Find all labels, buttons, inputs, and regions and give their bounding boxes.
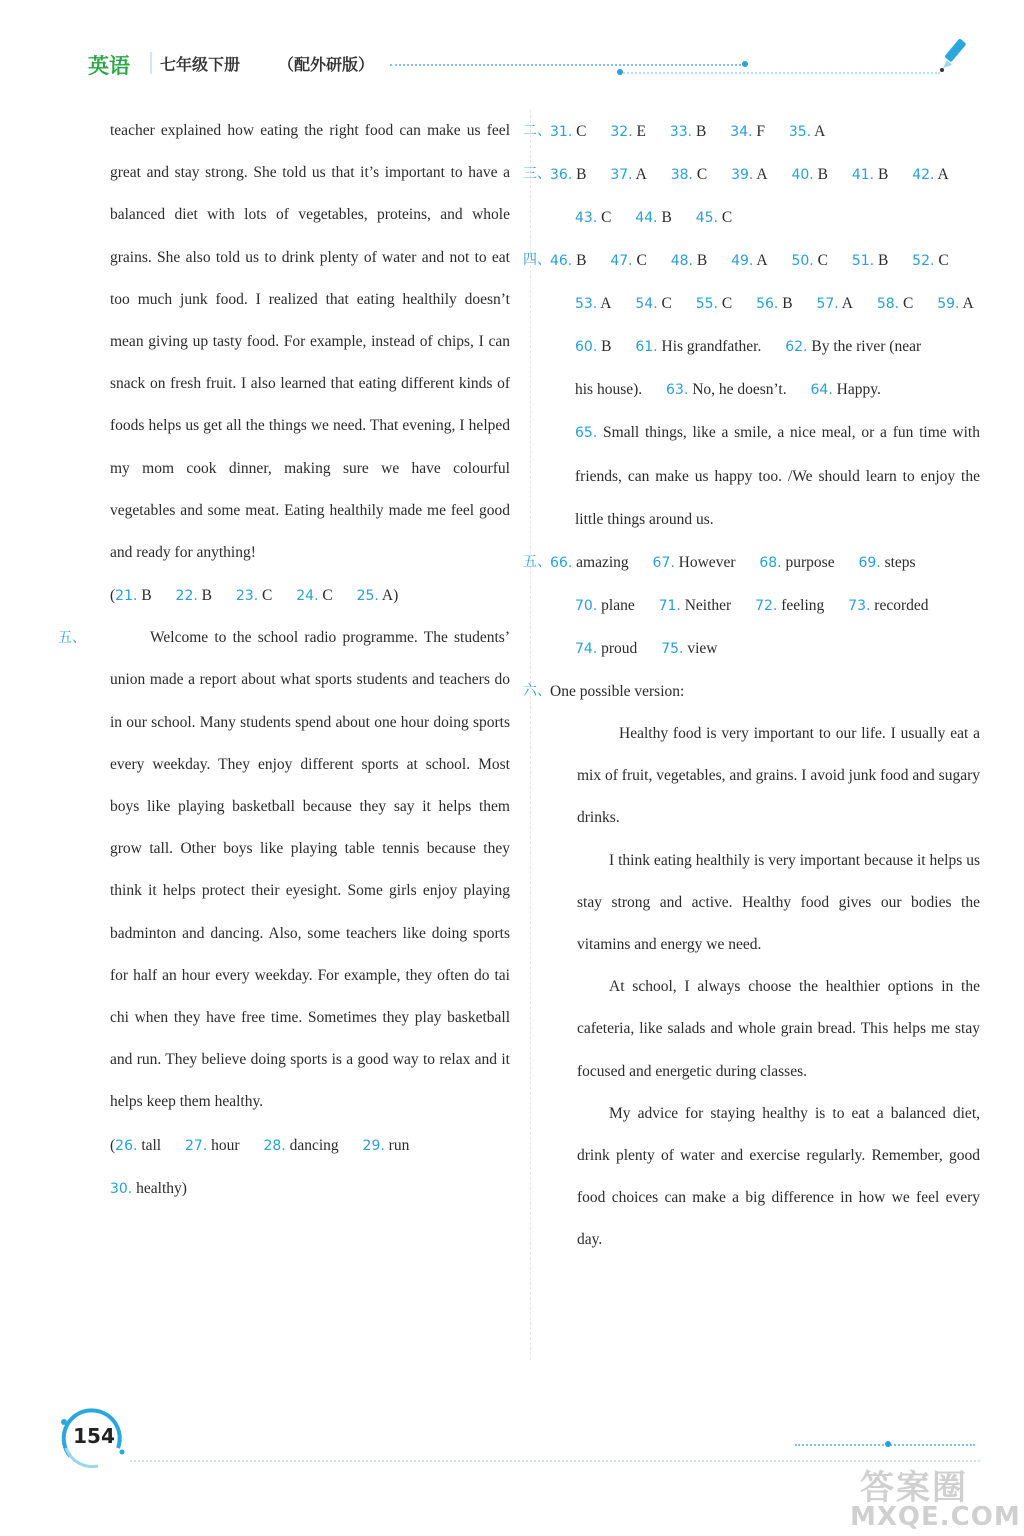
question-number: 68. (759, 555, 782, 571)
question-number: 29. (362, 1137, 385, 1154)
question-number: 53. (575, 296, 598, 312)
paren-open: ( (110, 587, 116, 605)
section-label: 三、 (523, 166, 551, 182)
essay-paragraph: Healthy food is very important to our life. I usually eat a mix of fruit, vegetables, and grains. I avoid junk food and sugary drinks. (577, 725, 980, 827)
column-divider (530, 110, 531, 1360)
page-number: 154 (73, 1424, 115, 1448)
answer-row (550, 368, 980, 411)
question-number: 46. (550, 253, 573, 269)
answer-value: tall (141, 1136, 162, 1154)
answer-value: his house). (575, 381, 643, 398)
answer-value: Happy. (836, 381, 881, 398)
question-number: 28. (263, 1137, 286, 1154)
header-dotted-line-secondary (620, 72, 940, 74)
answer-value: A (756, 252, 768, 269)
section-label: 四、 (523, 252, 551, 268)
question-number: 30. (110, 1180, 133, 1197)
answer-value: B (141, 587, 152, 605)
section-label: 五、 (58, 630, 86, 647)
watermark-chinese: 答案圈 (860, 1468, 968, 1508)
answer-value: B (782, 295, 793, 312)
question-number: 21. (115, 588, 138, 605)
answer-row (550, 196, 980, 239)
answer-row (110, 1124, 510, 1167)
question-number: 43. (575, 210, 598, 226)
paren-close: ) (181, 1179, 187, 1197)
question-number: 75. (661, 641, 684, 657)
question-number: 54. (635, 296, 658, 312)
question-number: 32. (610, 124, 633, 140)
essay-intro: One possible version: (550, 683, 685, 700)
answer-value: C (817, 252, 828, 269)
answer-value: A (635, 166, 647, 183)
left-column (58, 110, 510, 1210)
answer-value: B (201, 587, 213, 605)
answer-value: healthy (136, 1179, 182, 1197)
question-number: 57. (816, 296, 839, 312)
answer-value: A (756, 166, 768, 183)
passage-text: Welcome to the school radio programme. The students’ union made a report about what sports students and teachers do in our school. Many students spend about one hour doing sports every weekday. They enjoy different sports at school. Most boys like playing basketball because they say it helps them grow tall. Other boys like playing table tennis because they think it helps protect their eyesight. Some girls enjoy playing badminton and dancing. Also, some teachers like doing sports for half an hour every weekday. For example, they often do tai chi when they have free time. Sometimes they play basketball and run. They believe doing sports is a good way to relax and it helps keep them healthy. (110, 629, 510, 1111)
question-number: 47. (610, 253, 633, 269)
question-number: 67. (652, 555, 675, 571)
right-column (523, 110, 980, 1262)
answer-value: F (756, 123, 765, 140)
question-number: 51. (851, 253, 875, 269)
answer-value: proud (601, 640, 638, 657)
edition-label: （配外研版） (278, 55, 375, 74)
answer-value: C (601, 209, 612, 226)
answer-row (550, 627, 980, 670)
essay-paragraph: My advice for staying healthy is to eat a balanced diet, drink plenty of water and exercise regularly. Remember, good food choices can make a big difference in how we feel every day. (577, 1104, 980, 1249)
answer-value: A (962, 295, 974, 312)
answer-value: B (877, 252, 889, 269)
site-watermark (850, 1460, 1020, 1530)
answer-value: B (877, 166, 889, 183)
question-number: 26. (115, 1137, 138, 1154)
essay-paragraph: At school, I always choose the healthier options in the cafeteria, like salads and whole grain bread. This helps me stay focused and energetic during classes. (577, 978, 980, 1080)
model-essay (550, 713, 980, 1262)
answer-value: view (687, 640, 718, 657)
question-number: 41. (851, 167, 875, 183)
header-separator (150, 52, 152, 74)
question-number: 70. (575, 598, 598, 614)
answer-value: hour (211, 1136, 240, 1154)
answer-value: steps (884, 554, 916, 571)
answer-row (523, 670, 980, 713)
question-number: 55. (695, 296, 718, 312)
question-number: 72. (755, 598, 778, 614)
answer-value: B (696, 252, 708, 269)
answer-value: C (322, 587, 333, 605)
section-label: 六、 (523, 683, 551, 699)
section-label: 二、 (523, 123, 551, 139)
header-dot (617, 69, 623, 75)
answer-value: C (902, 295, 914, 312)
answer-value: A (381, 587, 394, 605)
question-number: 35. (788, 124, 812, 140)
answer-row (523, 110, 980, 153)
answer-row (550, 584, 980, 627)
answer-row (523, 153, 980, 196)
question-number: 23. (235, 588, 259, 605)
answer-row (523, 239, 980, 282)
answer-value: B (661, 209, 672, 226)
question-number: 74. (575, 641, 598, 657)
question-number: 69. (858, 555, 881, 571)
subject-title: 英语 (88, 54, 130, 78)
pencil-icon (935, 36, 975, 76)
answer-value: However (678, 554, 736, 571)
answer-value: C (721, 209, 733, 226)
answer-value: A (937, 166, 949, 183)
answer-value: A (600, 295, 612, 312)
answer-value: plane (601, 597, 635, 614)
question-number: 40. (791, 167, 814, 183)
answer-value: B (576, 166, 587, 183)
section-five-passage (58, 617, 510, 1123)
question-number: 64. (810, 382, 833, 398)
answer-value: feeling (781, 597, 825, 614)
section-label: 五、 (523, 554, 551, 570)
question-number: 42. (912, 167, 935, 183)
answer-value: run (388, 1136, 410, 1154)
question-number: 49. (731, 253, 754, 269)
page-header (0, 0, 1024, 90)
answer-value: C (262, 587, 273, 605)
answer-value: dancing (289, 1136, 339, 1154)
answer-value: Small things, like a smile, a nice meal, or a fun time with friends, can make us happy too. /We should learn to enjoy the little things around us. (575, 424, 980, 528)
answer-row (550, 282, 980, 325)
answer-value: B (695, 123, 707, 140)
header-dotted-line (390, 64, 745, 66)
answer-value: amazing (576, 554, 629, 571)
question-number: 58. (876, 296, 900, 312)
answer-value: E (636, 123, 646, 140)
question-number: 34. (730, 124, 753, 140)
question-number: 45. (695, 210, 718, 226)
answer-row (523, 541, 980, 584)
question-number: 73. (848, 598, 871, 614)
answer-value: B (817, 166, 828, 183)
question-number: 31. (550, 124, 573, 140)
footer-dot (885, 1441, 891, 1447)
answer-value: His grandfather. (661, 338, 762, 355)
answer-value: recorded (874, 597, 929, 614)
question-number: 22. (175, 588, 198, 605)
question-number: 33. (669, 124, 693, 140)
answer-block (550, 411, 980, 541)
answer-value: By the river (near (811, 338, 922, 355)
question-number: 37. (610, 167, 633, 183)
question-number: 44. (635, 210, 658, 226)
question-number: 38. (670, 167, 693, 183)
question-number: 48. (670, 253, 693, 269)
question-number: 24. (296, 588, 319, 605)
answer-value: purpose (785, 554, 835, 571)
header-dot (742, 61, 748, 67)
question-number: 27. (185, 1137, 208, 1154)
answer-value: C (636, 252, 647, 269)
answer-row (550, 325, 980, 368)
question-number: 39. (731, 167, 754, 183)
question-number: 71. (658, 598, 681, 614)
question-number: 63. (666, 382, 689, 398)
answer-value: C (721, 295, 733, 312)
paren-open: ( (110, 1136, 116, 1154)
question-number: 52. (912, 253, 935, 269)
question-number: 50. (791, 253, 814, 269)
watermark-url: MXQE.COM (850, 1502, 1021, 1532)
answer-value: A (814, 123, 826, 140)
answer-value: C (938, 252, 949, 269)
answer-value: B (601, 338, 612, 355)
answer-row (110, 1167, 510, 1210)
question-number: 66. (550, 555, 573, 571)
passage-text: teacher explained how eating the right food can make us feel great and stay strong. She told us that it’s important to have a balanced diet with lots of vegetables, proteins, and whole grains. She also told us to drink plenty of water and not to eat too much junk food. I realized that eating healthily doesn’t mean giving up tasty food. For example, instead of chips, I can snack on fresh fruit. I also learned that eating different kinds of foods helps us get all the things we need. That evening, I helped my mom cook dinner, making sure we have colourful vegetables and some meat. Eating healthily made me feel good and ready for anything! (110, 122, 510, 562)
question-number: 60. (575, 339, 598, 355)
question-number: 65. (575, 425, 598, 441)
answer-row (110, 574, 510, 617)
question-number: 62. (785, 339, 808, 355)
answer-value: Neither (684, 597, 732, 614)
answer-value: B (576, 252, 587, 269)
answer-value: C (661, 295, 672, 312)
question-number: 25. (356, 588, 379, 605)
answer-value: No, he doesn’t. (692, 381, 787, 398)
question-number: 36. (550, 167, 573, 183)
question-number: 61. (635, 339, 658, 355)
question-number: 56. (756, 296, 779, 312)
paren-close: ) (393, 587, 399, 605)
answer-value: C (576, 123, 587, 140)
question-number: 59. (937, 296, 960, 312)
answer-value: C (696, 166, 708, 183)
essay-paragraph: I think eating healthily is very important because it helps us stay strong and active. Healthy food gives our bodies the vitamins and energy we need. (577, 851, 980, 954)
grade-label: 七年级下册 (160, 55, 241, 74)
answer-value: A (841, 295, 853, 312)
